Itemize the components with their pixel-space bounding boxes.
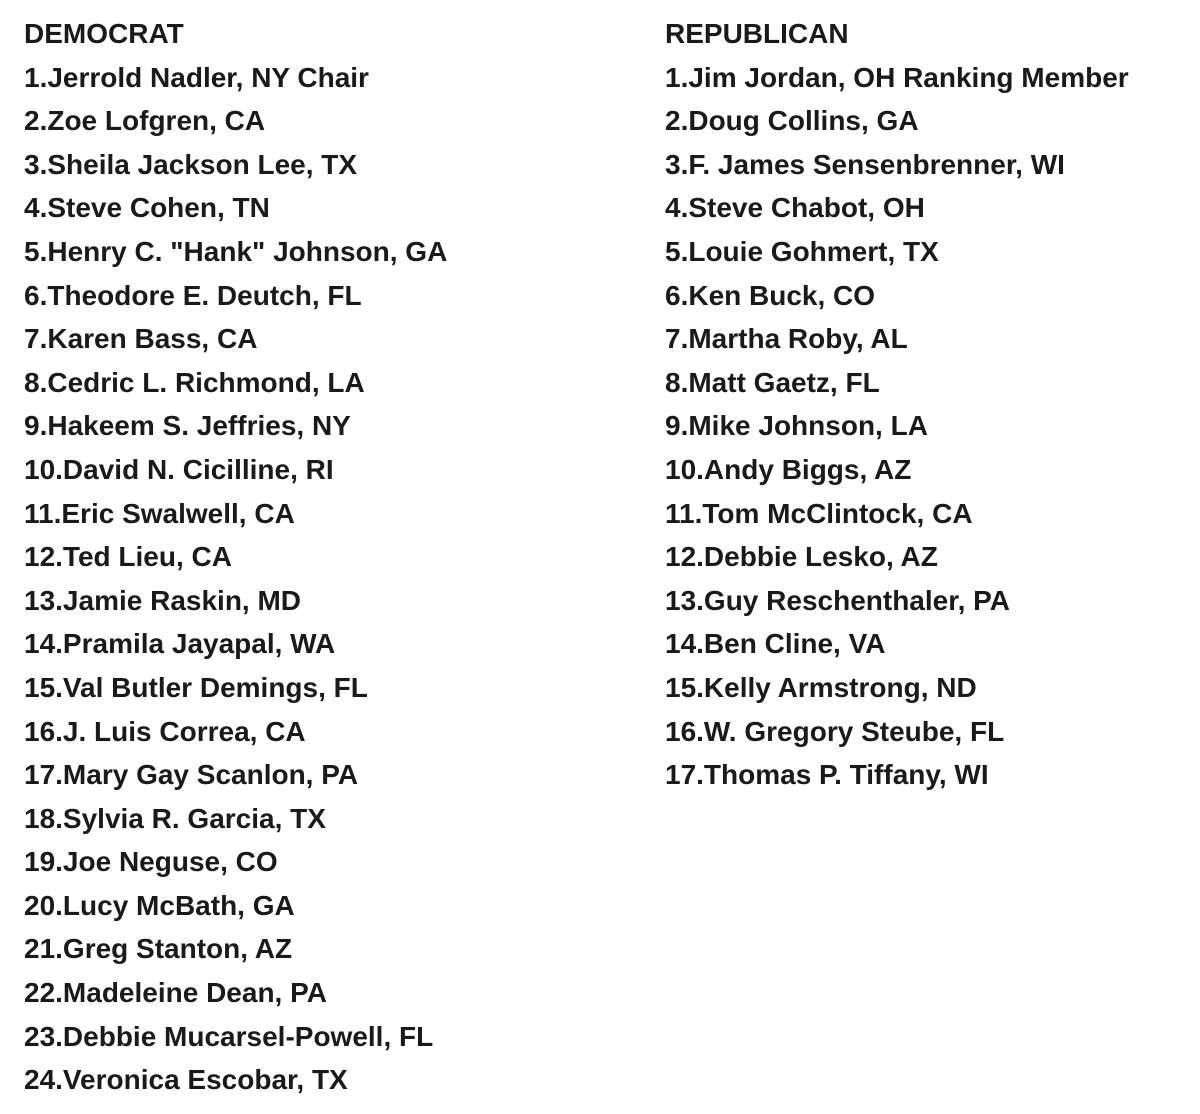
list-item: 4.Steve Chabot, OH [665, 192, 925, 224]
list-item: 23.Debbie Mucarsel-Powell, FL [24, 1020, 434, 1052]
list-item: 21.Greg Stanton, AZ [24, 933, 293, 965]
democrat-heading: DEMOCRAT [24, 18, 184, 49]
list-item: 8.Matt Gaetz, FL [665, 366, 880, 398]
list-item: 4.Steve Cohen, TN [24, 192, 270, 224]
list-item: 2.Doug Collins, GA [665, 105, 919, 137]
democrat-column [24, 12, 447, 1102]
list-item: 19.Joe Neguse, CO [24, 846, 278, 878]
list-item: 20.Lucy McBath, GA [24, 889, 295, 921]
list-item: 12.Ted Lieu, CA [24, 541, 232, 573]
democrat-member-list [24, 56, 447, 1102]
list-item: 2.Zoe Lofgren, CA [24, 105, 266, 137]
list-item: 10.David N. Cicilline, RI [24, 453, 334, 485]
list-item: 3.F. James Sensenbrenner, WI [665, 148, 1065, 180]
list-item: 14.Pramila Jayapal, WA [24, 628, 336, 660]
republican-column [665, 12, 1129, 797]
list-item: 12.Debbie Lesko, AZ [665, 541, 938, 573]
list-item: 9.Hakeem S. Jeffries, NY [24, 410, 351, 442]
list-item: 6.Ken Buck, CO [665, 279, 876, 311]
list-item: 1.Jim Jordan, OH Ranking Member [665, 61, 1129, 93]
list-item: 10.Andy Biggs, AZ [665, 453, 912, 485]
list-item: 11.Eric Swalwell, CA [24, 497, 295, 529]
list-item: 7.Martha Roby, AL [665, 323, 908, 355]
list-item: 7.Karen Bass, CA [24, 323, 258, 355]
list-item: 5.Louie Gohmert, TX [665, 235, 939, 267]
list-item: 13.Jamie Raskin, MD [24, 584, 302, 616]
list-item: 3.Sheila Jackson Lee, TX [24, 148, 358, 180]
list-item: 14.Ben Cline, VA [665, 628, 886, 660]
list-item: 13.Guy Reschenthaler, PA [665, 584, 1010, 616]
list-item: 8.Cedric L. Richmond, LA [24, 366, 365, 398]
list-item: 9.Mike Johnson, LA [665, 410, 928, 442]
list-item: 11.Tom McClintock, CA [665, 497, 973, 529]
list-item: 1.Jerrold Nadler, NY Chair [24, 61, 369, 93]
republican-member-list [665, 56, 1129, 797]
list-item: 17.Mary Gay Scanlon, PA [24, 759, 359, 791]
list-item: 16.W. Gregory Steube, FL [665, 715, 1005, 747]
republican-heading: REPUBLICAN [665, 18, 849, 49]
list-item: 15.Kelly Armstrong, ND [665, 671, 977, 703]
list-item: 16.J. Luis Correa, CA [24, 715, 306, 747]
list-item: 22.Madeleine Dean, PA [24, 977, 327, 1009]
list-item: 24.Veronica Escobar, TX [24, 1064, 348, 1096]
list-item: 17.Thomas P. Tiffany, WI [665, 759, 989, 791]
list-item: 5.Henry C. "Hank" Johnson, GA [24, 235, 448, 267]
list-item: 15.Val Butler Demings, FL [24, 671, 368, 703]
list-item: 18.Sylvia R. Garcia, TX [24, 802, 326, 834]
list-item: 6.Theodore E. Deutch, FL [24, 279, 362, 311]
